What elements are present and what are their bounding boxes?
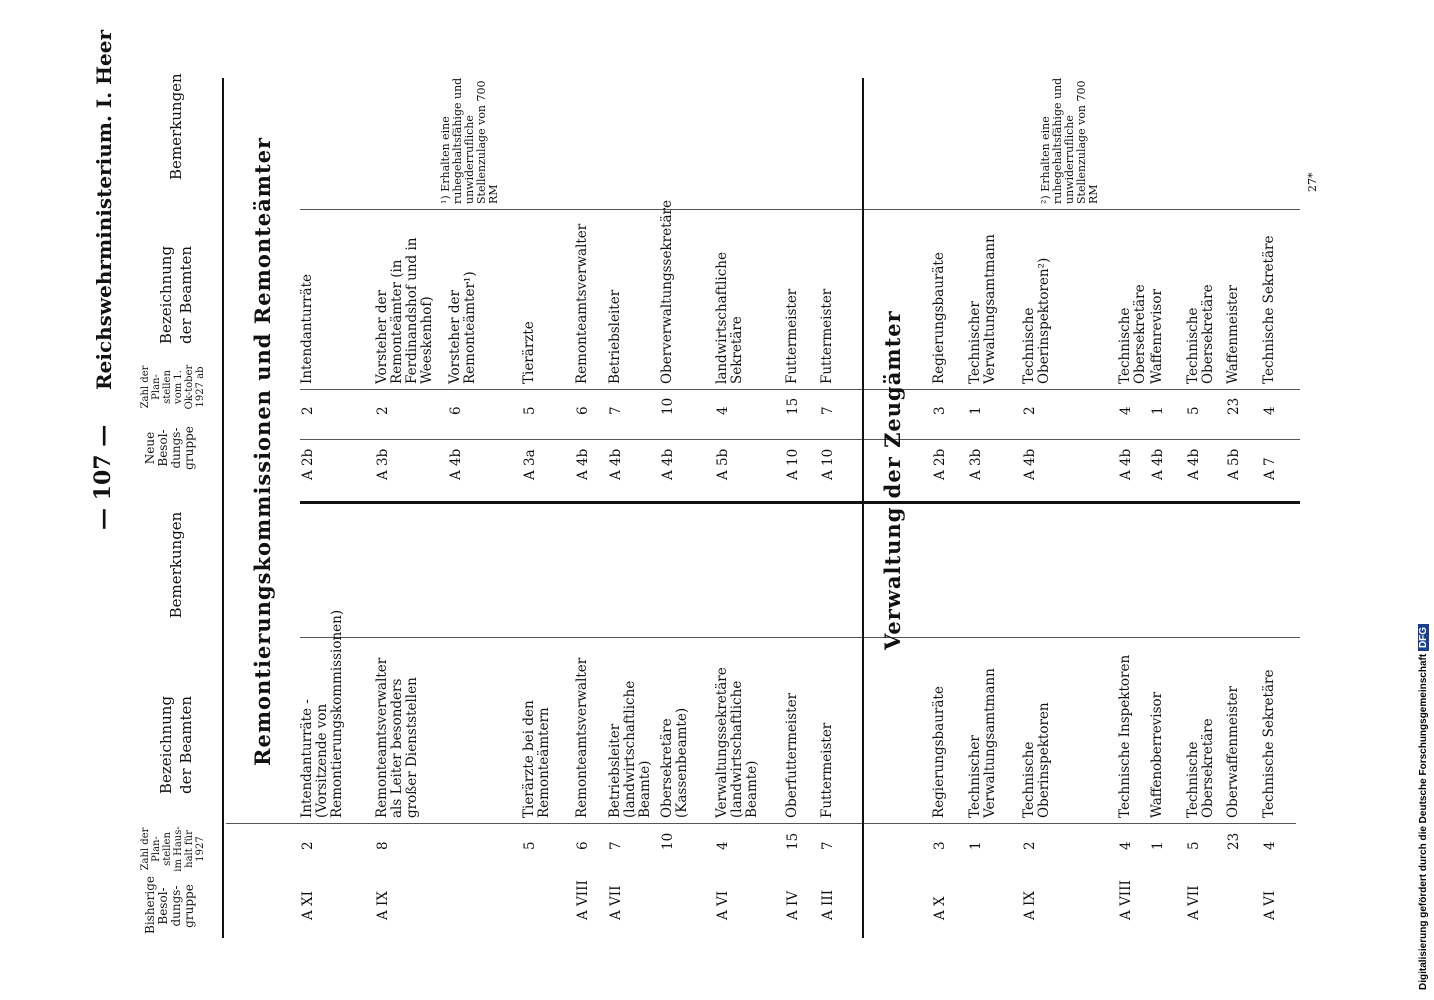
footer-mark: 27* xyxy=(1306,172,1319,192)
header-rule xyxy=(222,78,224,938)
ministry-title: Reichswehrministerium. I. Heer xyxy=(92,30,116,390)
section1-footnote: ¹) Erhalten eine ruhegehaltsfähige und unwiderrufliche Stellenzulage von 700 RM xyxy=(439,77,500,204)
col-new-group: Neue Besol-dungs-gruppe xyxy=(143,426,196,470)
section1-title: Remontierungskommissionen und Remonteämter xyxy=(250,136,275,766)
col-count-oct: Zahl der Plan-stellen vom 1. Ok-tober 1927 ab xyxy=(140,364,206,410)
section1-rule xyxy=(862,78,864,938)
sep-right-count xyxy=(300,439,1300,440)
sep-right-desc xyxy=(300,389,1300,390)
dfg-credit xyxy=(1418,624,1429,990)
col-count-1927: Zahl der Plan-stellen im Haus-halt für 1927 xyxy=(140,826,206,872)
col-remarks-left: Bemerkungen xyxy=(167,511,185,619)
credit-text: Digitalisierung gefördert durch die Deutsche Forschungsgemeinschaft xyxy=(1418,653,1429,990)
sep-center xyxy=(300,501,1300,504)
col-remarks-right: Bemerkungen xyxy=(167,73,185,180)
sep-left-count xyxy=(226,823,1296,824)
sep-right-remarks xyxy=(300,209,1300,210)
dfg-logo: DFG xyxy=(1418,624,1429,651)
page-number: — 107 — xyxy=(90,424,116,530)
rotated-document: — 107 — Reichswehrministerium. I. Heer Bisherige Besol-dungs-gruppe Zahl der Plan-stellen im Haus-halt für 1927 Bezeichnung der Beamten Bemerkungen Neue Besol-dungs-gruppe Zahl der Plan-stellen vom 1. Ok-tober 1927 ab Bezeichnung der Beamten Bemerkungen Remontierungskommissionen und Remonteämter A XI 2 Intendanturräte - (Vorsitzende von Remontierungskommissionen) A 2b 2 Intendanturräte A IX 8 Remonteamtsverwalter als Leiter besonders großer Dienststellen A 3b 2 Vorsteher der Remonteämter (in Ferdinandshof und in Weeskenhof) A 4b 6 Vorsteher der Remonteämter¹) 5 Tierärzte bei den Remonteämtern A 3a 5 Tierärzte A VIII 6 Remonteamtsverwalter A 4b 6 Remonteamtsverwalter A VII 7 Betriebsleiter (landwirtschaftliche Beamte) A 4b 7 Betriebsleiter 10 Obersekretäre (Kassenbeamte) A 4b 10 Oberverwaltungssekretäre A VI 4 Verwaltungssekretäre (landwirtschaftliche Beamte) A 5b 4 landwirtschaftliche Sekretäre A IV 15 Oberfuttermeister A 10 15 Futtermeister A III 7 Futtermeister A 10 7 Futtermeister ¹) Erhalten eine ruhegehaltsfähige und unwiderrufliche Stellenzulage von 700 RM Verwaltung der Zeugämter A X 3 Regierungsbauräte A 2b 3 Regierungsbauräte 1 Technischer Verwaltungsamtmann A 3b 1 Technischer Verwaltungsamtmann A IX 2 Technische Oberinspektoren A 4b 2 Technische Oberinspektoren²) A VIII 4 Technische Inspektoren A 4b 4 Technische Obersekretäre 1 Waffenoberrevisor A 4b 1 Waffenrevisor A VII 5 Technische Obersekretäre A 4b 5 Technische Obersekretäre 23 Oberwaffenmeister A 5b 23 Waffenmeister A VI 4 Technische Sekretäre A 7 4 Technische Sekretäre ²) Erhalten eine ruhegehaltsfähige und unwiderrufliche Stellenzulage von 700 RM 27* xyxy=(0,0,1434,1000)
section2-footnote: ²) Erhalten eine ruhegehaltsfähige und unwiderrufliche Stellenzulage von 700 RM xyxy=(1039,77,1100,204)
sep-left-desc xyxy=(300,637,1300,638)
col-old-group: Bisherige Besol-dungs-gruppe xyxy=(143,875,196,934)
col-designation-right: Bezeichnung der Beamten xyxy=(157,245,195,345)
col-designation-left: Bezeichnung der Beamten xyxy=(157,695,195,795)
section2-title: Verwaltung der Zeugämter xyxy=(880,310,905,650)
